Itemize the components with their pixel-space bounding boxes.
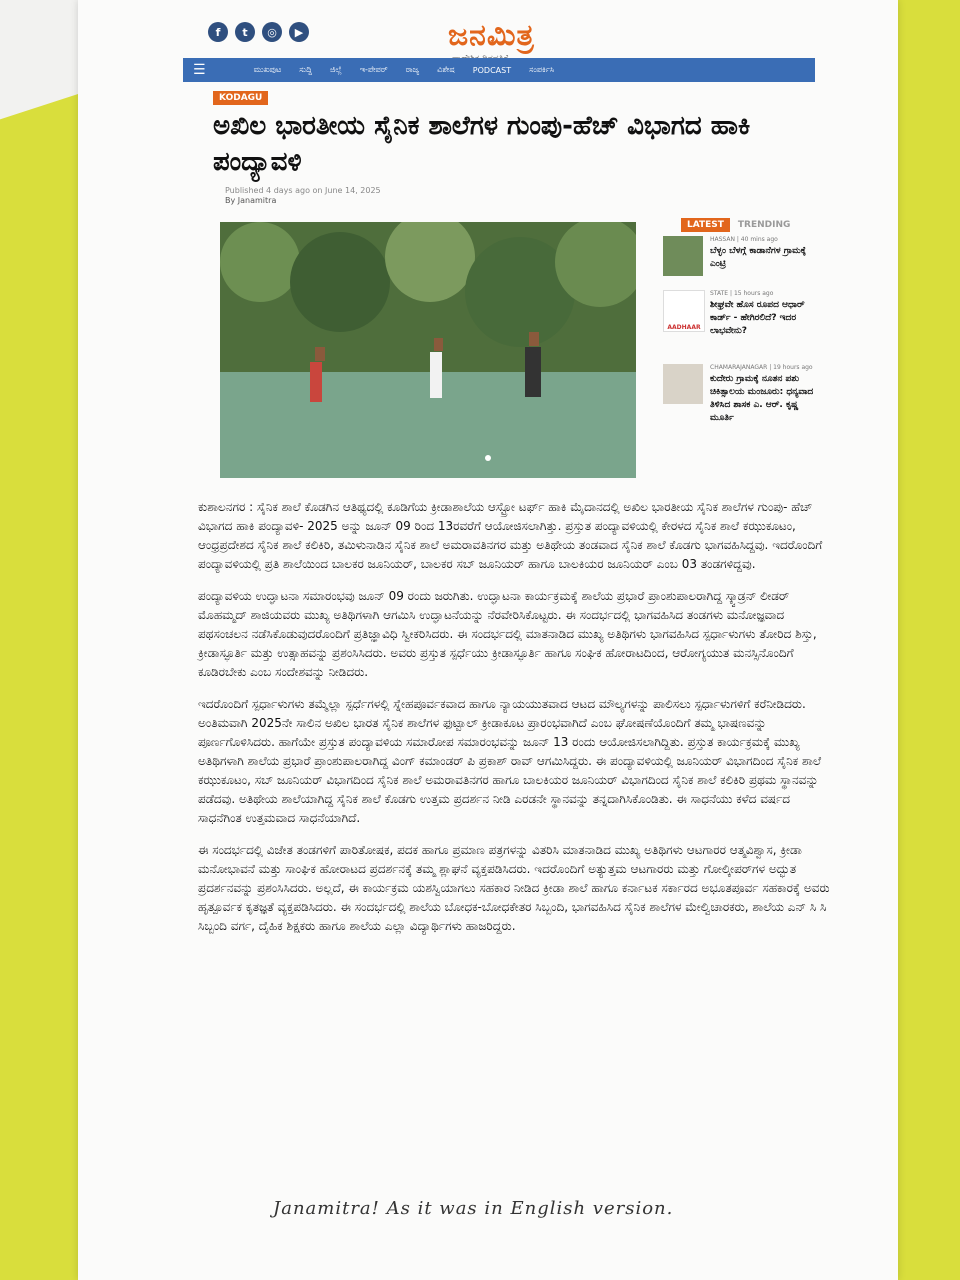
tab-latest[interactable]: LATEST xyxy=(681,218,730,232)
sidebar-news-item[interactable] xyxy=(663,364,823,444)
author-byline: By Janamitra xyxy=(225,196,277,205)
sidebar-thumbnail xyxy=(663,364,703,404)
handwritten-note: Janamitra! As it was in English version. xyxy=(273,1198,674,1219)
article-paragraph: ಈ ಸಂದರ್ಭದಲ್ಲಿ ವಿಜೇತ ತಂಡಗಳಿಗೆ ಪಾರಿತೋಷಕ, ಪದಕ ಹಾಗೂ ಪ್ರಮಾಣ ಪತ್ರಗಳನ್ನು ವಿತರಿಸಿ ಮಾತನಾಡಿದ ಮುಖ್ಯ ಅತಿಥಿಗಳು ಆಟಗಾರರ ಆತ್ಮವಿಶ್ವಾಸ, ಕ್ರೀಡಾ ಮನೋಭಾವನೆ ಮತ್ತು ಸಾಂಘಿಕ ಹೋರಾಟದ ಪ್ರದರ್ಶನಕ್ಕೆ ತಮ್ಮ ಶ್ಲಾಘನೆ ವ್ಯಕ್ತಪಡಿಸಿದರು. ಇದರೊಂದಿಗೆ ಅತ್ಯುತ್ತಮ ಆಟಗಾರರು ಮತ್ತು ಗೋಲ್ಕೀಪರ್‌ಗಳ ಅದ್ಭುತ ಪ್ರದರ್ಶನವನ್ನು ಪ್ರಶಂಸಿಸಿದರು. ಅಲ್ಲದೆ, ಈ ಕಾರ್ಯಕ್ರಮ ಯಶಸ್ವಿಯಾಗಲು ಸಹಕಾರ ನೀಡಿದ ಕ್ರೀಡಾ ಶಾಲೆ ಹಾಗೂ ಕರ್ನಾಟಕ ಸರ್ಕಾರದ ಅಭೂತಪೂರ್ವ ಸಹಕಾರಕ್ಕೆ ಅವರು ಹೃತ್ಪೂರ್ವಕ ಕೃತಜ್ಞತೆ ವ್ಯಕ್ತಪಡಿಸಿದರು. ಈ ಸಂದರ್ಭದಲ್ಲಿ ಶಾಲೆಯ ಬೋಧಕ-ಬೋಧಕೇತರ ಸಿಬ್ಬಂದಿ, ಭಾಗವಹಿಸಿದ ಸೈನಿಕ ಶಾಲೆಗಳ ಮೇಲ್ವಿಚಾರಕರು, ಶಾಲೆಯ ಎನ್ ಸಿ ಸಿ ಸಿಬ್ಬಂದಿ ವರ್ಗ, ದೈಹಿಕ ಶಿಕ್ಷಕರು ಹಾಗೂ ಶಾಲೆಯ ಎಲ್ಲಾ ವಿದ್ಯಾರ್ಥಿಗಳು ಹಾಜರಿದ್ದರು. xyxy=(198,843,830,933)
sidebar-item-category: STATE | 15 hours ago xyxy=(710,290,774,297)
sidebar-item-title: ಶೀಘ್ರವೇ ಹೊಸ ರೂಪದ ಆಧಾರ್ ಕಾರ್ಡ್ - ಹೇಗಿರಲಿದೆ? ಇದರ ಲಾಭವೇನು? xyxy=(710,300,805,336)
site-logo[interactable]: ಜನಮಿತ್ರ xyxy=(448,18,535,53)
tab-trending[interactable]: TRENDING xyxy=(737,220,791,230)
hockey-photo-illustration xyxy=(220,222,636,478)
nav-item[interactable]: ಇ-ಪೇಪರ್ xyxy=(359,65,388,74)
facebook-icon[interactable]: f xyxy=(208,22,228,42)
nav-item[interactable]: ರಾಜ್ಯ xyxy=(405,65,420,74)
sidebar-item-category: CHAMARAJANAGAR | 19 hours ago xyxy=(710,364,813,371)
nav-item[interactable]: ಮುಖಪುಟ xyxy=(253,65,282,74)
hamburger-menu-icon[interactable]: ☰ xyxy=(193,62,206,78)
article-paragraph: ಕುಶಾಲನಗರ : ಸೈನಿಕ ಶಾಲೆ ಕೊಡಗಿನ ಆತಿಥ್ಯದಲ್ಲಿ ಕೂಡಿಗೆಯ ಕ್ರೀಡಾಶಾಲೆಯ ಆಸ್ಟ್ರೋ ಟರ್ಫ್ ಹಾಕಿ ಮೈದಾನದಲ್ಲಿ ಅಖಿಲ ಭಾರತೀಯ ಸೈನಿಕ ಶಾಲೆಗಳ ಗುಂಪು- ಹೆಚ್ ವಿಭಾಗದ ಹಾಕಿ ಪಂದ್ಯಾವಳಿ- 2025 ಅನ್ನು ಜೂನ್ 09 ರಿಂದ 13ರವರೆಗೆ ಆಯೋಜಿಸಲಾಗಿತ್ತು. ಪ್ರಸ್ತುತ ಪಂದ್ಯಾವಳಿಯಲ್ಲಿ ಕೇರಳದ ಸೈನಿಕ ಶಾಲೆ ಕಝುಕೂಟಂ, ಆಂಧ್ರಪ್ರದೇಶದ ಸೈನಿಕ ಶಾಲೆ ಕಲಿಕಿರಿ, ತಮಿಳುನಾಡಿನ ಸೈನಿಕ ಶಾಲೆ ಅಮರಾವತಿನಗರ ಮತ್ತು ಅತಿಥೇಯ ತಂಡವಾದ ಸೈನಿಕ ಶಾಲೆ ಕೊಡಗು ಭಾಗವಹಿಸಿದ್ದವು. ಇದರೊಂದಿಗೆ ಪಂದ್ಯಾವಳಿಯಲ್ಲಿ ಪ್ರತಿ ಶಾಲೆಯಿಂದ ಬಾಲಕರ ಜೂನಿಯರ್, ಬಾಲಕರ ಸಬ್ ಜೂನಿಯರ್ ಹಾಗೂ ಬಾಲಕಿಯರ ಜೂನಿಯರ್ ಎಂಬ 03 ತಂಡಗಳಿದ್ದವು. xyxy=(198,500,823,571)
social-icons xyxy=(208,22,309,42)
nav-item[interactable]: ಸುದ್ದಿ xyxy=(299,65,312,74)
published-date: Published 4 days ago on June 14, 2025 xyxy=(225,186,381,195)
aadhaar-logo-text: AADHAAR xyxy=(667,324,701,331)
nav-item[interactable]: ಜಿಲ್ಲೆ xyxy=(329,65,342,74)
sidebar-tabs xyxy=(681,218,790,232)
instagram-icon[interactable]: ◎ xyxy=(262,22,282,42)
article-headline: ಅಖಿಲ ಭಾರತೀಯ ಸೈನಿಕ ಶಾಲೆಗಳ ಗುಂಪು-ಹೆಚ್ ವಿಭಾಗದ ಹಾಕಿ ಪಂದ್ಯಾವಳಿ xyxy=(213,111,751,177)
twitter-icon[interactable]: t xyxy=(235,22,255,42)
sidebar-item-title: ಕುದೇರು ಗ್ರಾಮಕ್ಕೆ ನೂತನ ಪಶು ಚಿಕಿತ್ಸಾಲಯ ಮಂಜೂರು: ಧನ್ಯವಾದ ತಿಳಿಸಿದ ಶಾಸಕ ಎ. ಆರ್. ಕೃಷ್ಣ ಮೂರ್ತಿ xyxy=(710,374,814,423)
article-photo xyxy=(220,222,636,478)
main-nav xyxy=(183,58,815,82)
sidebar-thumbnail xyxy=(663,236,703,276)
printed-page xyxy=(78,0,898,1280)
nav-item[interactable]: PODCAST xyxy=(472,65,512,75)
sidebar-item-title: ಬೆಳ್ಳಂ ಬೆಳಗ್ಗೆ ಕಾಡಾನೆಗಳ ಗ್ರಾಮಕ್ಕೆ ಎಂಟ್ರಿ xyxy=(710,246,807,269)
article-paragraph: ಪಂದ್ಯಾವಳಿಯ ಉದ್ಘಾಟನಾ ಸಮಾರಂಭವು ಜೂನ್ 09 ರಂದು ಜರುಗಿತು. ಉದ್ಘಾಟನಾ ಕಾರ್ಯಕ್ರಮಕ್ಕೆ ಶಾಲೆಯ ಪ್ರಭಾರೆ ಪ್ರಾಂಶುಪಾಲರಾಗಿದ್ದ ಸ್ಕ್ವಾಡ್ರನ್ ಲೀಡರ್ ಮೊಹಮ್ಮದ್ ಶಾಜಿಯವರು ಮುಖ್ಯ ಅತಿಥಿಗಳಾಗಿ ಆಗಮಿಸಿ ಉದ್ಘಾಟನೆಯನ್ನು ನೆರವೇರಿಸಿಕೊಟ್ಟರು. ಈ ಸಂದರ್ಭದಲ್ಲಿ ಭಾಗವಹಿಸಿದ ತಂಡಗಳು ಮನೋಜ್ಞವಾದ ಪಥಸಂಚಲನ ನಡೆಸಿಕೊಡುವುದರೊಂದಿಗೆ ಪ್ರತಿಜ್ಞಾವಿಧಿ ಸ್ವೀಕರಿಸಿದರು. ಈ ಸಂದರ್ಭದಲ್ಲಿ ಮಾತನಾಡಿದ ಮುಖ್ಯ ಅತಿಥಿಗಳು ಭಾಗವಹಿಸಿದ ಸ್ಪರ್ಧಾಳುಗಳು ತೋರಿದ ಶಿಸ್ತು, ಕ್ರೀಡಾಸ್ಫೂರ್ತಿ ಮತ್ತು ಉತ್ಸಾಹವನ್ನು ಪ್ರಶಂಸಿಸಿದರು. ಅವರು ಪ್ರಸ್ತುತ ಸ್ಪರ್ಧೆಯು ಕ್ರೀಡಾಸ್ಫೂರ್ತಿ ಹಾಗೂ ಸಂಘಿಕ ಹೋರಾಟದಿಂದ, ಆರೋಗ್ಯಯುತ ಮನಸ್ಸಿನೊಂದಿಗೆ ಕೂಡಿರಬೇಕು ಎಂಬ ಸಂದೇಶವನ್ನು ನೀಡಿದರು. xyxy=(198,589,817,679)
sidebar-item-category: HASSAN | 40 mins ago xyxy=(710,236,778,243)
nav-item[interactable]: ಸಂಪರ್ಕಿಸಿ xyxy=(529,65,555,74)
sidebar-news-item[interactable] xyxy=(663,236,823,296)
sidebar-news-item[interactable] xyxy=(663,290,823,350)
article-body xyxy=(198,498,836,949)
article-paragraph: ಇದರೊಂದಿಗೆ ಸ್ಪರ್ಧಾಳುಗಳು ತಮ್ಮೆಲ್ಲಾ ಸ್ಪರ್ಧೆಗಳಲ್ಲಿ ಸ್ನೇಹಪೂರ್ವಕವಾದ ಹಾಗೂ ನ್ಯಾಯಯುತವಾದ ಆಟದ ಮೌಲ್ಯಗಳನ್ನು ಪಾಲಿಸಲು ಸ್ಪರ್ಧಾಳುಗಳಿಗೆ ಕರೆನೀಡಿದರು. ಅಂತಿಮವಾಗಿ 2025ನೇ ಸಾಲಿನ ಅಖಿಲ ಭಾರತ ಸೈನಿಕ ಶಾಲೆಗಳ ಫುಟ್ಬಾಲ್ ಕ್ರೀಡಾಕೂಟ ಪ್ರಾರಂಭವಾಗಿದೆ ಎಂಬ ಘೋಷಣೆಯೊಂದಿಗೆ ತಮ್ಮ ಭಾಷಣವನ್ನು ಪೂರ್ಣಗೊಳಿಸಿದರು. ಹಾಗೆಯೇ ಪ್ರಸ್ತುತ ಪಂದ್ಯಾವಳಿಯ ಸಮಾರೋಪ ಸಮಾರಂಭವನ್ನು ಜೂನ್ 13 ರಂದು ಆಯೋಜಿಸಲಾಗಿದ್ದಿತು. ಪ್ರಸ್ತುತ ಕಾರ್ಯಕ್ರಮಕ್ಕೆ ಮುಖ್ಯ ಅತಿಥಿಗಳಾಗಿ ಶಾಲೆಯ ಪ್ರಭಾರೆ ಪ್ರಾಂಶುಪಾಲರಾಗಿದ್ದ ವಿಂಗ್ ಕಮಾಂಡರ್ ಪಿ ಪ್ರಕಾಶ್ ರಾವ್ ಆಗಮಿಸಿದ್ದರು. ಈ ಪಂದ್ಯಾವಳಿಯಲ್ಲಿ ಜೂನಿಯರ್ ವಿಭಾಗದಿಂದ ಸೈನಿಕ ಶಾಲೆ ಕಝುಕೂಟಂ, ಸಬ್ ಜೂನಿಯರ್ ವಿಭಾಗದಿಂದ ಸೈನಿಕ ಶಾಲೆ ಅಮರಾವತಿನಗರ ಹಾಗೂ ಬಾಲಕಿಯರ ಜೂನಿಯರ್ ವಿಭಾಗದಿಂದ ಸೈನಿಕ ಶಾಲೆ ಕಲಿಕಿರಿ ಪ್ರಥಮ ಸ್ಥಾನವನ್ನು ಪಡೆದವು. ಅತಿಥೇಯ ಶಾಲೆಯಾಗಿದ್ದ ಸೈನಿಕ ಶಾಲೆ ಕೊಡಗು ಉತ್ತಮ ಪ್ರದರ್ಶನ ನೀಡಿ ಎರಡನೇ ಸ್ಥಾನವನ್ನು ತನ್ನದಾಗಿಸಿಕೊಂಡಿತು. ಈ ಸಾಧನೆಯು ಕಳೆದ ವರ್ಷದ ಸಾಧನೆಗಿಂತ ಉತ್ತಮವಾದ ಸಾಧನೆಯಾಗಿದೆ. xyxy=(198,697,822,825)
nav-item[interactable]: ವಿಶೇಷ xyxy=(437,65,455,74)
aadhaar-thumbnail xyxy=(663,290,705,332)
youtube-icon[interactable]: ▶ xyxy=(289,22,309,42)
category-badge[interactable]: KODAGU xyxy=(213,91,268,105)
